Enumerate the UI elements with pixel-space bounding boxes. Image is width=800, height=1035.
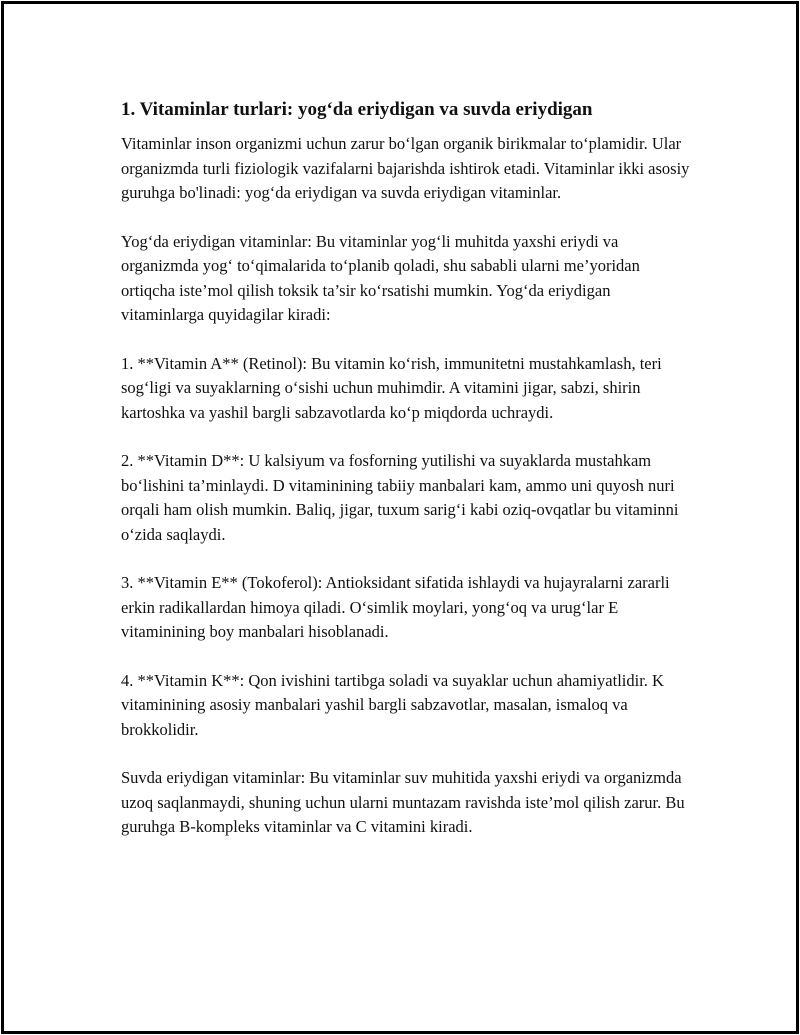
paragraph-vitamin-a: 1. **Vitamin A** (Retinol): Bu vitamin ko‘rish, immunitetni mustahkamlash, teri sog‘ligi va suyaklarning o‘sishi uchun muhimdir. A vitamini jigar, sabzi, shirin kartoshka va yashil bargli sabzavotlarda ko‘p miqdorda uchraydi.	[121, 353, 662, 422]
paragraph-intro: Vitaminlar inson organizmi uchun zarur bo‘lgan organik birikmalar to‘plamidir. Ular organizmda turli fiziologik vazifalarni bajarishda ishtirok etadi. Vitaminlar ikki asosiy guruhga bo'linadi: yog‘da eriydigan va suvda eriydigan vitaminlar.	[121, 134, 690, 202]
paragraph-vitamin-e: 3. **Vitamin E** (Tokoferol): Antioksidant sifatida ishlaydi va hujayralarni zararli erkin radikallardan himoya qiladi. O‘simlik moylari, yong‘oq va urug‘lar E vitaminining boy manbalari hisoblanadi.	[121, 573, 670, 641]
paragraph-fat-soluble: Yog‘da eriydigan vitaminlar: Bu vitaminlar yog‘li muhitda yaxshi eriydi va organizmda yog‘ to‘qimalarida to‘planib qoladi, shu sababli ularni me’yoridan ortiqcha iste’mol qilish toksik ta’sir ko‘rsatishi mumkin. Yog‘da eriydigan vitaminlarga quyidagilar kiradi:	[121, 231, 640, 324]
paragraph-vitamin-k: 4. **Vitamin K**: Qon ivishini tartibga soladi va suyaklar uchun ahamiyatlidir. K vitaminining asosiy manbalari yashil bargli sabzavotlar, masalan, ismaloq va brokkolidir.	[121, 670, 664, 739]
paragraph-water-soluble: Suvda eriydigan vitaminlar: Bu vitaminlar suv muhitida yaxshi eriydi va organizmda uzoq saqlanmaydi, shuning uchun ularni muntazam ravishda iste’mol qilish zarur. Bu guruhga B-kompleks vitaminlar va C vitamini kiradi.	[121, 768, 685, 836]
paragraph-vitamin-d: 2. **Vitamin D**: U kalsiyum va fosforning yutilishi va suyaklarda mustahkam bo‘lishini ta’minlaydi. D vitaminining tabiiy manbalari kam, ammo uni quyosh nuri orqali ham olish mumkin. Baliq, jigar, tuxum sarig‘i kabi oziq-ovqatlar bu vitaminni o‘zida saqlaydi.	[121, 451, 679, 544]
page-title: 1. Vitaminlar turlari: yog‘da eriydigan va suvda eriydigan	[121, 99, 593, 120]
document-body	[121, 98, 691, 864]
page-frame	[1, 1, 799, 1034]
